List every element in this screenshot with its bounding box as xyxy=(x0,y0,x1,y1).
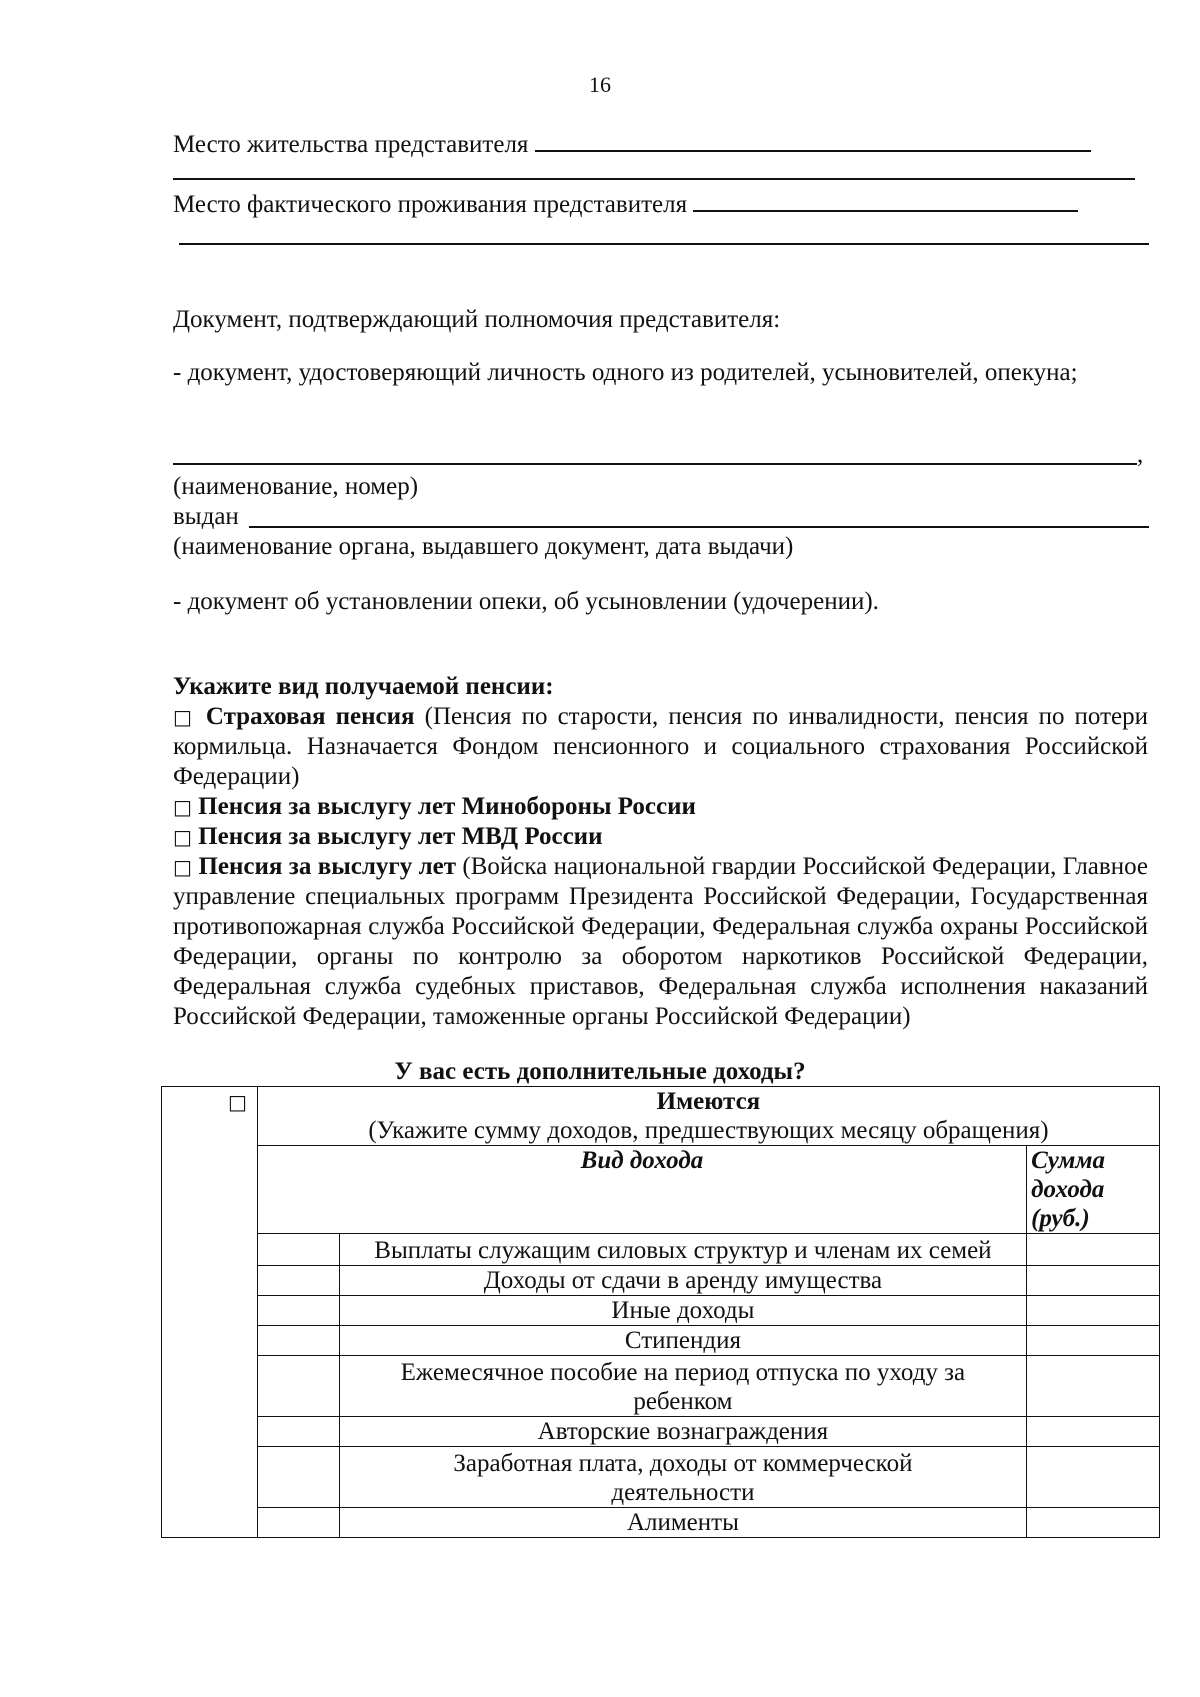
table-row xyxy=(162,1447,1160,1508)
residence-field[interactable] xyxy=(535,128,1091,152)
income-row-label: Выплаты служащим силовых структур и членам их семей xyxy=(339,1234,1026,1266)
pension-option-label: Пенсия за выслугу лет xyxy=(198,853,457,880)
issued-field[interactable] xyxy=(249,526,1149,528)
table-row xyxy=(162,1234,1160,1266)
income-has-header xyxy=(257,1087,1159,1146)
pension-service-checkbox[interactable]: □ xyxy=(173,855,193,879)
authority-doc-heading: Документ, подтверждающий полномочия представителя: xyxy=(173,306,781,333)
income-has-row xyxy=(162,1087,1160,1146)
income-row-label: Ежемесячное пособие на период отпуска по уходу за ребенком xyxy=(339,1356,1026,1417)
income-row-check[interactable] xyxy=(257,1266,339,1296)
actual-residence-field-line2[interactable] xyxy=(179,243,1149,245)
income-has-note: (Укажите сумму доходов, предшествующих месяцу обращения) xyxy=(368,1117,1049,1144)
table-row xyxy=(162,1266,1160,1296)
actual-residence-label: Место фактического проживания представителя xyxy=(173,191,688,218)
income-has-label: Имеются xyxy=(656,1088,761,1115)
income-has-cell xyxy=(162,1087,258,1538)
pension-option-mvd xyxy=(173,822,1148,852)
income-row-check[interactable] xyxy=(257,1417,339,1447)
pension-option-label: Пенсия за выслугу лет МВД России xyxy=(198,823,603,850)
pension-option-service xyxy=(173,852,1148,1032)
pension-mvd-checkbox[interactable]: □ xyxy=(173,825,192,849)
pension-mod-checkbox[interactable]: □ xyxy=(173,795,192,819)
pension-option-mod xyxy=(173,792,1148,822)
pension-option-label: Страховая пенсия xyxy=(205,703,415,730)
caption-name-number: (наименование, номер) xyxy=(173,473,419,500)
table-row xyxy=(162,1296,1160,1326)
pension-option-insurance xyxy=(173,702,1148,792)
income-row-check[interactable] xyxy=(257,1296,339,1326)
income-table xyxy=(161,1086,1160,1538)
doc-name-comma: , xyxy=(1137,441,1144,468)
pension-option-description: (Пенсия по старости, пенсия по инвалидности, пенсия по потери кормильца. Назначается Фондом пенсионного и социального страхования Российской Федерации) xyxy=(173,703,1148,790)
table-row xyxy=(162,1356,1160,1417)
caption-issuer: (наименование органа, выдавшего документ, дата выдачи) xyxy=(173,533,794,560)
income-row-label: Доходы от сдачи в аренду имущества xyxy=(339,1266,1026,1296)
income-column-header-row xyxy=(162,1146,1160,1234)
doc-name-number-field[interactable] xyxy=(173,463,1137,465)
income-row-amount[interactable] xyxy=(1027,1266,1160,1296)
income-row-amount[interactable] xyxy=(1027,1326,1160,1356)
pension-insurance-checkbox[interactable]: □ xyxy=(173,705,196,729)
income-row-amount[interactable] xyxy=(1027,1447,1160,1508)
actual-residence-row xyxy=(173,188,1078,220)
income-row-label: Авторские вознаграждения xyxy=(339,1417,1026,1447)
income-row-check[interactable] xyxy=(257,1326,339,1356)
income-row-amount[interactable] xyxy=(1027,1508,1160,1538)
income-col-type: Вид дохода xyxy=(257,1146,1026,1234)
page-number: 16 xyxy=(589,72,611,97)
income-row-label: Алименты xyxy=(339,1508,1026,1538)
table-row xyxy=(162,1508,1160,1538)
income-row-label: Стипендия xyxy=(339,1326,1026,1356)
authority-doc-item1: - документ, удостоверяющий личность одного из родителей, усыновителей, опекуна; xyxy=(173,359,1078,386)
pension-option-description: (Войска национальной гвардии Российской Федерации, Главное управление специальных программ Президента Российской Федерации, Государственная противопожарная служба Российской Федерации, Федеральная служба охраны Российской Федерации, органы по контролю за оборотом наркотиков Российской Федерации, Федеральная служба судебных приставов, Федеральная служба исполнения наказаний Российской Федерации, таможенные органы Российской Федерации) xyxy=(173,853,1148,1030)
income-row-check[interactable] xyxy=(257,1234,339,1266)
table-row xyxy=(162,1417,1160,1447)
income-question: У вас есть дополнительные доходы? xyxy=(394,1058,806,1085)
income-has-checkbox[interactable]: □ xyxy=(227,1090,247,1114)
income-row-amount[interactable] xyxy=(1027,1356,1160,1417)
income-row-check[interactable] xyxy=(257,1508,339,1538)
income-row-label: Заработная плата, доходы от коммерческой деятельности xyxy=(339,1447,1026,1508)
issued-label: выдан xyxy=(173,503,239,530)
residence-row xyxy=(173,128,1091,160)
actual-residence-field[interactable] xyxy=(693,188,1078,212)
pension-option-label: Пенсия за выслугу лет Минобороны России xyxy=(198,793,696,820)
residence-field-line2[interactable] xyxy=(173,178,1135,180)
income-row-check[interactable] xyxy=(257,1356,339,1417)
residence-label: Место жительства представителя xyxy=(173,131,529,158)
income-row-check[interactable] xyxy=(257,1447,339,1508)
income-row-amount[interactable] xyxy=(1027,1234,1160,1266)
pension-heading: Укажите вид получаемой пенсии: xyxy=(173,673,554,700)
income-row-amount[interactable] xyxy=(1027,1417,1160,1447)
income-col-sum: Сумма дохода (руб.) xyxy=(1027,1146,1160,1234)
authority-doc-item2: - документ об установлении опеки, об усыновлении (удочерении). xyxy=(173,588,879,615)
income-row-label: Иные доходы xyxy=(339,1296,1026,1326)
table-row xyxy=(162,1326,1160,1356)
income-row-amount[interactable] xyxy=(1027,1296,1160,1326)
